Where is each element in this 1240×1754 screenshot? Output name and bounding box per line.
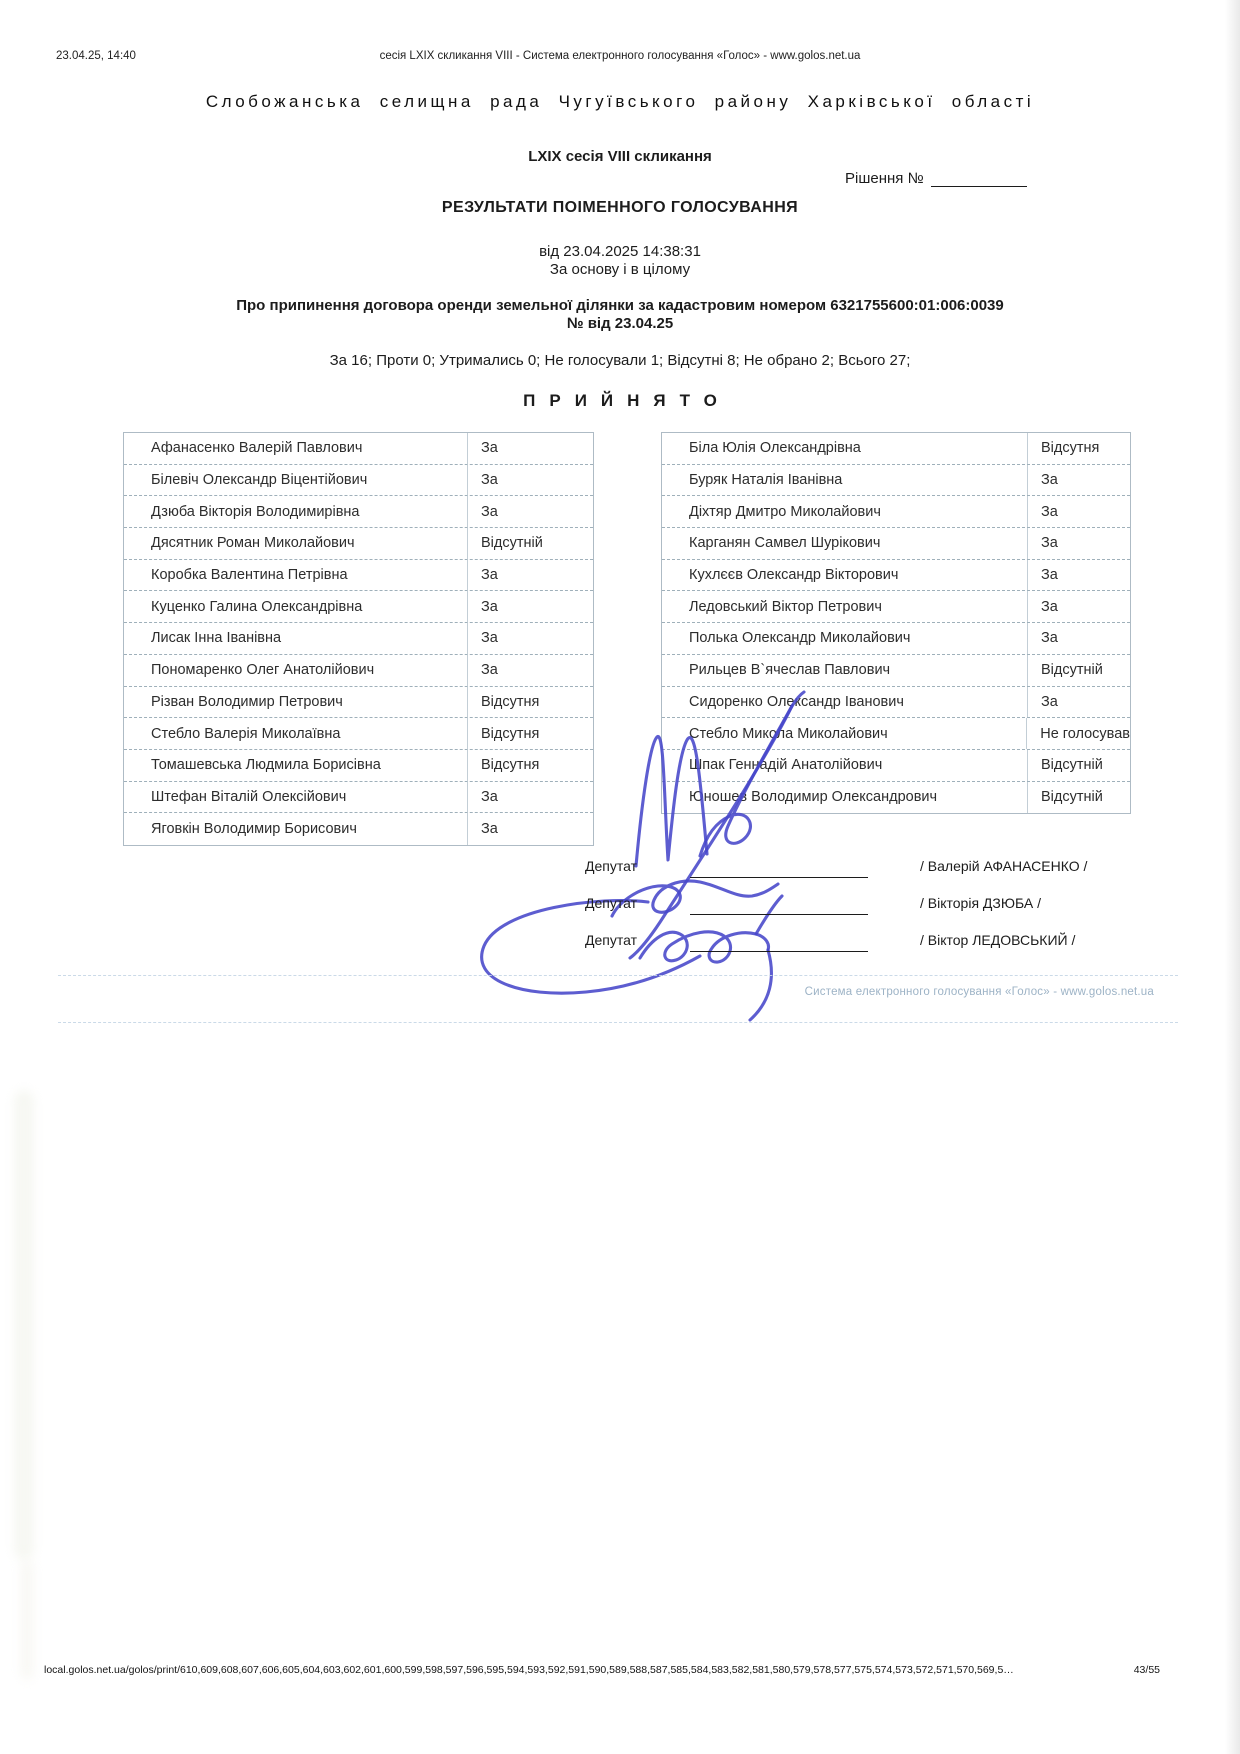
- vote-table-left: [123, 432, 594, 846]
- vote-value: За: [481, 788, 498, 805]
- vote-value: За: [481, 630, 498, 647]
- deputy-name: Білевіч Олександр Віцентійович: [124, 465, 468, 496]
- vote-value: Відсутня: [481, 693, 540, 710]
- vote-value: За: [481, 662, 498, 679]
- deputy-name: Ледовський Віктор Петрович: [662, 591, 1028, 622]
- table-row: [124, 813, 593, 845]
- deputy-name: Полька Олександр Миколайович: [662, 623, 1028, 654]
- subject-line-2: № від 23.04.25: [566, 315, 674, 332]
- vote-value: За: [1041, 503, 1058, 520]
- signature-name: / Валерій АФАНАСЕНКО /: [920, 858, 1088, 874]
- vote-value: За: [481, 598, 498, 615]
- vote-value: За: [481, 440, 498, 457]
- deputy-name: Діхтяр Дмитро Миколайович: [662, 496, 1028, 527]
- table-row: [662, 750, 1130, 782]
- table-row: [124, 591, 593, 623]
- scan-artifact: [14, 1090, 34, 1560]
- vote-value: За: [1041, 567, 1058, 584]
- signature-name: / Вікторія ДЗЮБА /: [920, 895, 1041, 911]
- deputy-name: Різван Володимир Петрович: [124, 687, 468, 718]
- table-row: [662, 433, 1130, 465]
- deputy-name: Штефан Віталій Олексійович: [124, 782, 468, 813]
- table-row: [124, 496, 593, 528]
- table-row: [662, 496, 1130, 528]
- table-row: [662, 560, 1130, 592]
- table-row: [662, 687, 1130, 719]
- vote-value: Відсутній: [1041, 757, 1103, 774]
- table-row: [124, 718, 593, 750]
- table-row: [662, 782, 1130, 814]
- vote-value: За: [481, 821, 498, 838]
- scan-edge-shadow: [1225, 0, 1240, 1754]
- print-header-datetime: 23.04.25, 14:40: [56, 50, 136, 62]
- page-break-dashed-line: [58, 1022, 1178, 1023]
- vote-value: За: [1041, 693, 1058, 710]
- deputy-name: Яговкін Володимир Борисович: [124, 813, 468, 845]
- vote-value: Відсутня: [481, 725, 540, 742]
- footer-page-number: 43/55: [1133, 1664, 1160, 1676]
- vote-value: Відсутня: [481, 757, 540, 774]
- deputy-name: Рильцев В`ячеслав Павлович: [662, 655, 1028, 686]
- vote-table-right: [661, 432, 1131, 814]
- vote-value: За: [1041, 472, 1058, 489]
- signature-line: [690, 914, 868, 915]
- scan-artifact: [20, 1560, 34, 1680]
- deputy-name: Буряк Наталія Іванівна: [662, 465, 1028, 496]
- table-row: [662, 591, 1130, 623]
- vote-value: За: [481, 567, 498, 584]
- signature-role-label: Депутат: [585, 932, 637, 948]
- deputy-name: Афанасенко Валерій Павлович: [124, 433, 468, 464]
- table-row: [662, 655, 1130, 687]
- deputy-name: Пономаренко Олег Анатолійович: [124, 655, 468, 686]
- decision-number-line: [845, 170, 1027, 187]
- decision-number-blank: [931, 171, 1027, 187]
- table-row: [662, 623, 1130, 655]
- signature-role-label: Депутат: [585, 895, 637, 911]
- deputy-name: Томашевська Людмила Борисівна: [124, 750, 468, 781]
- signature-line: [690, 951, 868, 952]
- council-title: Слобожанська селищна рада Чугуївського району Харківської області: [205, 92, 1035, 111]
- table-row: [124, 782, 593, 814]
- signature-role-label: Депутат: [585, 858, 637, 874]
- vote-value: Відсутній: [1041, 789, 1103, 806]
- deputy-name: Біла Юлія Олександрівна: [662, 433, 1028, 464]
- table-row: [124, 623, 593, 655]
- vote-value: За: [1041, 598, 1058, 615]
- table-row: [124, 560, 593, 592]
- deputy-name: Карганян Самвел Шурікович: [662, 528, 1028, 559]
- vote-value: За: [1041, 535, 1058, 552]
- vote-value: Відсутній: [481, 535, 543, 552]
- table-row: [124, 528, 593, 560]
- deputy-name: Шпак Геннадій Анатолійович: [662, 750, 1028, 781]
- deputy-name: Сидоренко Олександр Іванович: [662, 687, 1028, 718]
- signature-line: [690, 877, 868, 878]
- deputy-name: Куценко Галина Олександрівна: [124, 591, 468, 622]
- deputy-name: Коробка Валентина Петрівна: [124, 560, 468, 591]
- table-row: [124, 750, 593, 782]
- print-header-title: сесія LXIX скликання VIII - Система електронного голосування «Голос» - www.golos.net.ua: [379, 50, 861, 62]
- vote-datetime: від 23.04.2025 14:38:31: [539, 243, 701, 260]
- table-row: [124, 465, 593, 497]
- deputy-name: Лисак Інна Іванівна: [124, 623, 468, 654]
- table-row: [124, 433, 593, 465]
- system-watermark: Система електронного голосування «Голос» - www.golos.net.ua: [804, 986, 1154, 998]
- vote-value: Відсутній: [1041, 662, 1103, 679]
- table-row: [124, 655, 593, 687]
- deputy-name: Кухлєєв Олександр Вікторович: [662, 560, 1028, 591]
- table-row: [124, 687, 593, 719]
- decision-label: Рішення №: [845, 170, 924, 187]
- vote-value: За: [1041, 630, 1058, 647]
- outcome-label: ПРИЙНЯТО: [523, 391, 731, 410]
- table-row: [662, 528, 1130, 560]
- signature-name: / Віктор ЛЕДОВСЬКИЙ /: [920, 932, 1076, 948]
- signature-row: [585, 858, 1088, 882]
- footer-print-url: local.golos.net.ua/golos/print/610,609,608,607,606,605,604,603,602,601,600,599,598,597,596,595,594,593,592,591,590,589,588,587,585,584,583,582,581,580,579,578,577,575,574,573,572,571,570,569,5…: [44, 1664, 1014, 1676]
- deputy-name: Дзюба Вікторія Володимирівна: [124, 496, 468, 527]
- vote-value: Не голосував: [1040, 725, 1130, 742]
- signature-row: [585, 932, 1076, 956]
- deputy-name: Стебло Микола Миколайович: [662, 718, 1027, 749]
- table-row: [662, 718, 1130, 750]
- vote-summary: За 16; Проти 0; Утримались 0; Не голосували 1; Відсутні 8; Не обрано 2; Всього 27;: [329, 352, 911, 369]
- deputy-name: Юношев Володимир Олександрович: [662, 782, 1028, 814]
- page-break-dashed-line: [58, 975, 1178, 976]
- deputy-name: Стебло Валерія Миколаївна: [124, 718, 468, 749]
- subject-line-1: Про припинення договора оренди земельної ділянки за кадастровим номером 6321755600:01:006:0039: [236, 297, 1004, 314]
- signature-row: [585, 895, 1041, 919]
- results-heading: РЕЗУЛЬТАТИ ПОІМЕННОГО ГОЛОСУВАННЯ: [441, 199, 799, 216]
- vote-value: Відсутня: [1041, 440, 1100, 457]
- deputy-name: Дясятник Роман Миколайович: [124, 528, 468, 559]
- table-row: [662, 465, 1130, 497]
- session-title: LXIX сесія VIII скликання: [528, 148, 712, 165]
- vote-basis: За основу і в цілому: [549, 261, 691, 278]
- vote-value: За: [481, 472, 498, 489]
- vote-value: За: [481, 503, 498, 520]
